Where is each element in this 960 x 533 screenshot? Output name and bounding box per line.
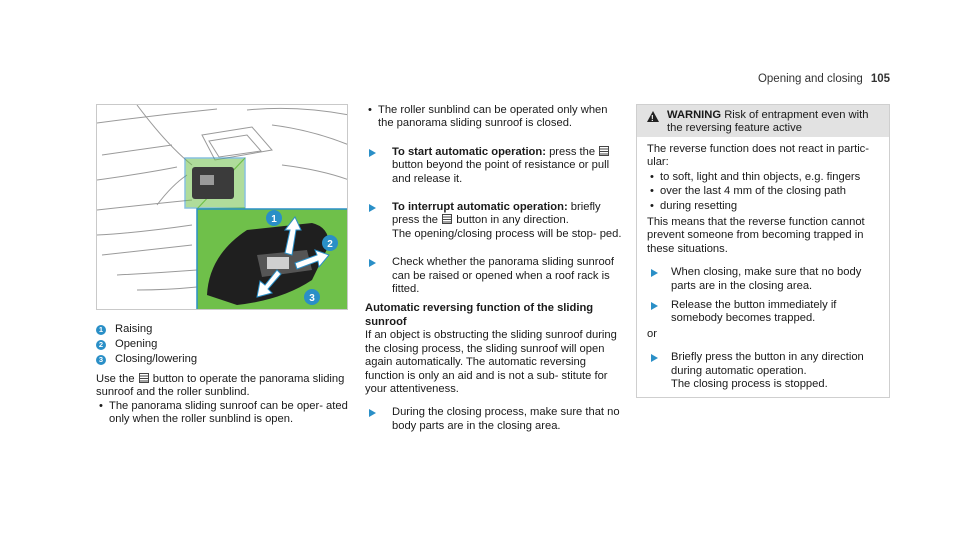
page-header (758, 73, 890, 86)
instruction-step: Release the button immediately if somebody becomes trapped. (647, 299, 879, 326)
svg-text:1: 1 (271, 214, 277, 225)
warning-triangle-icon (647, 111, 659, 122)
instruction-step: Briefly press the button in any direction during automatic operation. The closing process is stopped. (647, 351, 879, 391)
sunroof-switch-illustration (96, 104, 348, 310)
warning-header (637, 105, 889, 137)
warning-label: WARNING (667, 109, 722, 121)
page-number: 105 (870, 73, 890, 85)
step-note: The closing process is stopped. (671, 378, 828, 391)
callout-number: 1 (96, 325, 106, 335)
legend-item (96, 322, 351, 337)
step-arrow-icon (369, 149, 376, 157)
warning-title: Risk of entrapment even with the reversing feature active (667, 109, 869, 135)
legend-label: Opening (115, 337, 158, 350)
sunroof-button-icon (599, 146, 609, 156)
legend-item (96, 337, 351, 352)
instruction-step: During the closing process, make sure that no body parts are in the closing area. (365, 406, 622, 433)
svg-text:3: 3 (309, 293, 315, 304)
bullet-item: • during resetting (647, 200, 879, 213)
callout-number: 3 (96, 355, 106, 365)
bullet-item: • The roller sunblind can be operated only when the panorama sliding sunroof is closed. (365, 104, 622, 131)
bullet-item: • to soft, light and thin objects, e.g. fingers (647, 171, 879, 184)
legend-item (96, 352, 351, 367)
sunroof-button-icon (442, 214, 452, 224)
warning-text: This means that the reverse function cannot prevent someone from becoming trapped in these situations. (647, 216, 865, 255)
warning-box (636, 104, 890, 398)
sunroof-button-icon (139, 373, 149, 383)
svg-text:2: 2 (327, 239, 333, 250)
section-heading: Automatic reversing function of the sliding sunroof (365, 302, 594, 328)
left-column (96, 322, 351, 427)
instruction-step: Check whether the panorama sliding sunroof can be raised or opened when a roof rack is fitted. (365, 256, 622, 296)
step-arrow-icon (369, 204, 376, 212)
or-text: or (647, 327, 657, 340)
step-arrow-icon (369, 409, 376, 417)
legend-label: Closing/lowering (115, 352, 198, 365)
step-arrow-icon (369, 259, 376, 267)
instruction-step: To interrupt automatic operation: briefly press the button in any direction. The opening/closing process will be stop- ped. (365, 201, 622, 241)
step-arrow-icon (651, 269, 658, 277)
bullet-item: • over the last 4 mm of the closing path (647, 185, 879, 198)
callout-number: 2 (96, 340, 106, 350)
instruction-step: When closing, make sure that no body parts are in the closing area. (647, 266, 879, 293)
section-title: Opening and closing (757, 73, 863, 85)
step-arrow-icon (651, 354, 658, 362)
legend-label: Raising (115, 322, 153, 335)
warning-intro: The reverse function does not react in partic- ular: (647, 143, 869, 169)
warning-body (637, 137, 889, 398)
section-body: If an object is obstructing the sliding sunroof during the closing process, the sliding sunroof will open again automatically. The automatic reversing function is only an aid and is not a sub- stitute for your attentiveness. (365, 329, 617, 395)
step-arrow-icon (651, 302, 658, 310)
usage-paragraph: Use the button to operate the panorama sliding sunroof and the roller sunblind. (96, 373, 345, 399)
instruction-step: To start automatic operation: press the button beyond the point of resistance or pull and release it. (365, 146, 622, 186)
middle-column (365, 104, 622, 433)
bullet-item: • The panorama sliding sunroof can be oper- ated only when the roller sunblind is open. (96, 400, 351, 427)
step-note: The opening/closing process will be stop- ped. (392, 227, 622, 240)
